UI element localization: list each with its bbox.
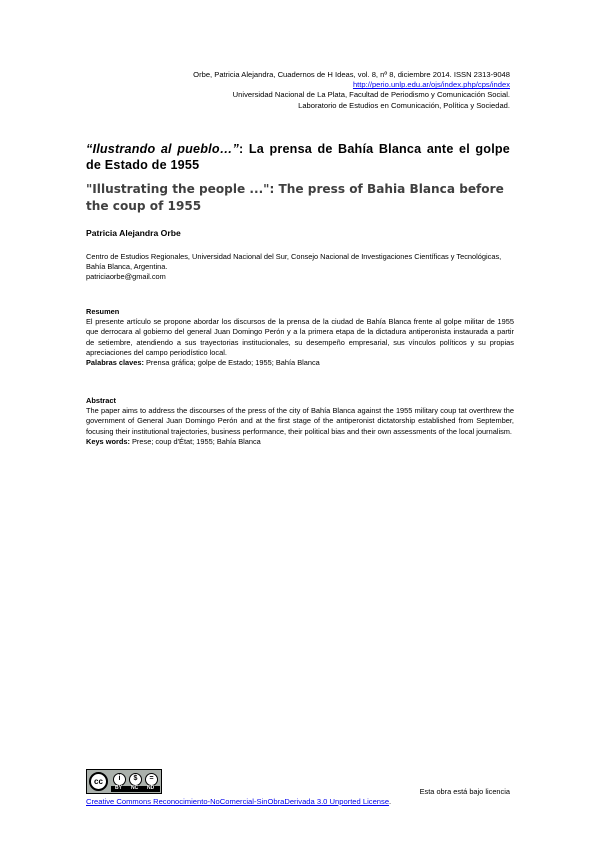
title-spanish-rest: : La prensa de Bahía Blanca ante el golpe de Estado de 1955 [86,142,510,172]
journal-url-link[interactable]: http://perio.unlp.edu.ar/ojs/index.php/cps/index [352,80,510,90]
citation-line: Orbe, Patricia Alejandra, Cuadernos de H Ideas, vol. 8, nº 8, diciembre 2014. ISSN 2313-9048 [193,70,510,79]
badge-label-strip [111,786,160,792]
resumen-keywords [86,358,514,368]
license-line [86,797,391,806]
journal-header [70,70,510,111]
affiliation-text: Centro de Estudios Regionales, Universidad Nacional del Sur, Consejo Nacional de Investigaciones Científicas y Tecnológicas, Bahía Blanca, Argentina. [86,252,502,272]
license-link[interactable]: Creative Commons Reconocimiento-NoComercial-SinObraDerivada 3.0 Unported License [86,797,390,806]
resumen-heading: Resumen [86,307,120,316]
noderivatives-icon: = [145,773,158,786]
abstract-keywords-text: Prese; coup d'État; 1955; Bahía Blanca [129,436,261,446]
cc-logo-icon: cc [89,772,108,791]
lab-line: Laboratorio de Estudios en Comunicación, Política y Sociedad. [298,100,510,110]
badge-nd-label: ND [147,785,155,791]
author-name: Patricia Alejandra Orbe [86,228,181,238]
title-english: "Illustrating the people ...": The press of Bahia Blanca before the coup of 1955 [86,182,504,213]
university-line: Universidad Nacional de La Plata, Facultad de Periodismo y Comunicación Social. [232,90,510,100]
abstract-body: The paper aims to address the discourses of the press of the city of Bahía Blanca against the 1955 military coup tat overthrew the government of General Juan Domingo Perón and at the first stage of the antiperonist dictatorship established from September, focusing their institutional trajectories, business performance, their political bias and their own assessments of the local journalism. [86,406,514,436]
title-spanish [86,141,510,173]
abstract-heading: Abstract [86,396,116,405]
abstract-keywords [86,437,514,447]
attribution-icon: i [113,773,126,786]
abstract-keywords-label: Keys words: [86,436,130,446]
resumen-keywords-text: Prensa gráfica; golpe de Estado; 1955; Bahía Blanca [143,358,320,368]
noncommercial-icon: $ [129,773,142,786]
author-email: patriciaorbe@gmail.com [86,272,166,282]
badge-by-label: BY [115,785,122,791]
resumen-section [86,307,514,368]
resumen-body: El presente artículo se propone abordar los discursos de la prensa de la ciudad de Bahía Blanca frente al golpe militar de 1955 que derrocara al gobierno del general Juan Domingo Perón y a la primera etapa de la dictadura antiperonista instaurada a partir de setiembre, atendiendo a sus trayectorias institucionales, su desempeño empresarial, sus vínculos políticos y su propias apreciaciones del campo periodístico local. [86,317,514,357]
title-spanish-italic: “Ilustrando al pueblo…” [86,142,240,156]
affiliation [86,252,510,283]
badge-nc-label: NC [131,785,139,791]
resumen-keywords-label: Palabras claves: [86,358,144,368]
license-link-suffix: . [389,797,392,806]
abstract-section [86,396,514,447]
cc-license-badge[interactable] [86,769,162,794]
license-note: Esta obra está bajo licencia [419,787,510,796]
